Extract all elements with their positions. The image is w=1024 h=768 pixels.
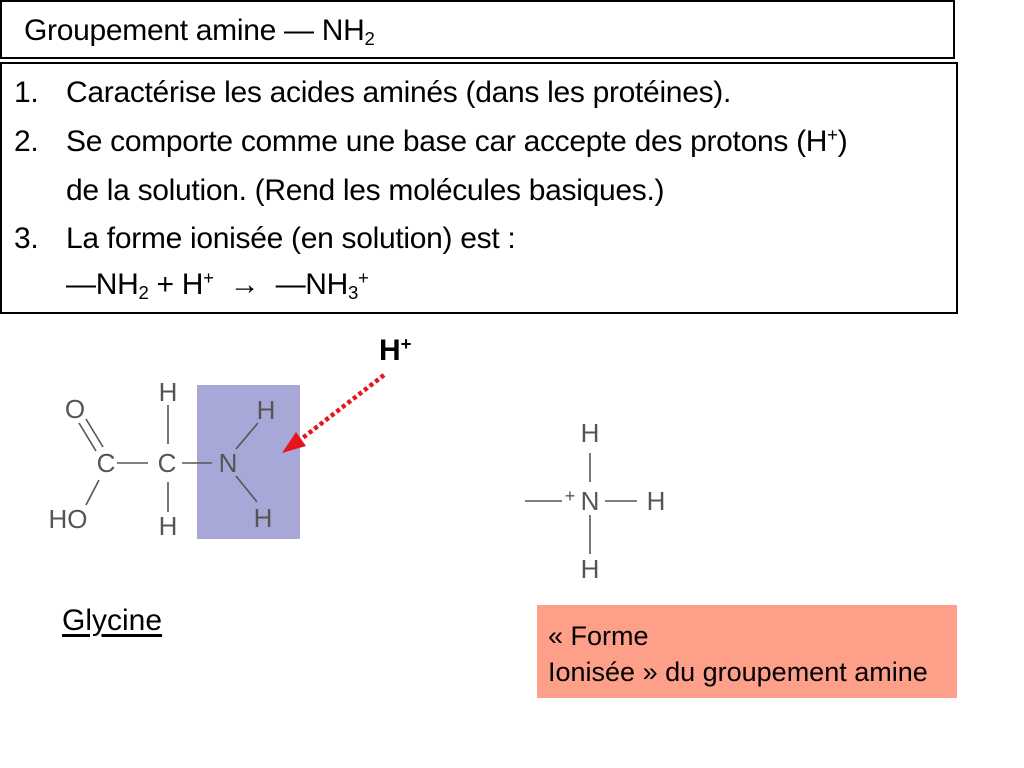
- ionised-line-2: Ionisée » du groupement amine: [548, 657, 928, 687]
- ammonium-h-bottom: H: [580, 554, 600, 584]
- point-1-text: Caractérise les acides aminés (dans les protéines).: [66, 76, 732, 109]
- reaction-arrow-icon: →: [229, 268, 260, 301]
- point-3-equation: $—NH_2 + H^+$ → $—NH_3^+$: [66, 266, 369, 304]
- ammonium-n: N: [580, 486, 600, 516]
- atom-c1: C: [96, 448, 116, 478]
- point-3-line1: La forme ionisée (en solution) est :: [66, 222, 516, 255]
- points-box: [0, 62, 958, 314]
- atom-c2: C: [157, 448, 177, 478]
- hplus-label: H+: [379, 332, 412, 367]
- point-2-line2: de la solution. (Rend les molécules basiques.): [66, 174, 665, 207]
- ammonium-plus: +: [564, 486, 576, 506]
- point-1-number: 1.: [14, 76, 39, 109]
- atom-h-n-top: H: [256, 395, 276, 425]
- point-3-number: 3.: [14, 222, 39, 255]
- ionised-line-1: « Forme: [548, 621, 649, 651]
- atom-ho: HO: [48, 504, 88, 534]
- molecule-diagram: [0, 320, 1024, 600]
- amine-highlight: [197, 385, 300, 539]
- ammonium-h-right: H: [646, 486, 666, 516]
- glycine-label: Glycine: [62, 604, 163, 637]
- atom-h-bottom: H: [158, 511, 178, 541]
- page-title: Groupement amine — $NH_2$: [24, 14, 375, 50]
- atom-o: O: [64, 394, 86, 424]
- point-2-line1: Se comporte comme une base car accepte des protons (H+): [66, 123, 848, 158]
- atom-h-top: H: [158, 377, 178, 407]
- atom-n: N: [218, 448, 238, 478]
- ionised-form-box: [537, 605, 957, 698]
- atom-h-n-bottom: H: [253, 503, 273, 533]
- point-2-number: 2.: [14, 125, 39, 158]
- title-box: [0, 0, 955, 59]
- ammonium-h-top: H: [580, 418, 600, 448]
